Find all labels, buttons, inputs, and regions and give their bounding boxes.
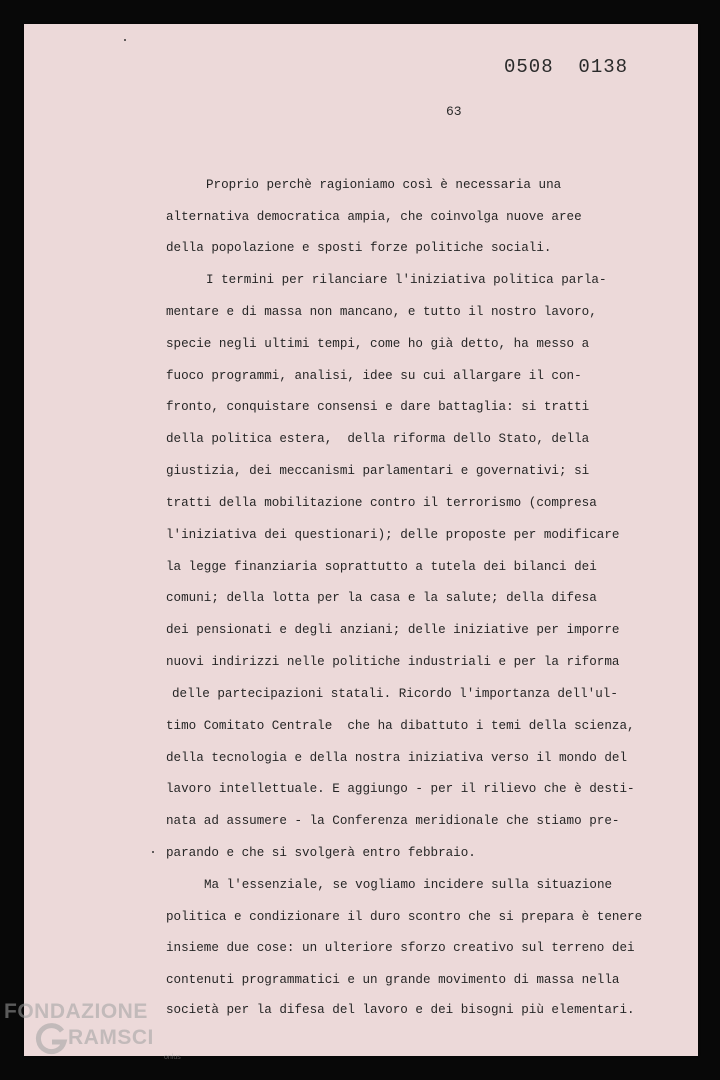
watermark-g-logo-icon: [34, 1022, 68, 1056]
text-line: della tecnologia e della nostra iniziativa verso il mondo del: [166, 751, 628, 765]
text-line: la legge finanziaria soprattutto a tutela dei bilanci dei: [166, 560, 597, 574]
watermark-small: onlus: [164, 1054, 181, 1061]
text-line: giustizia, dei meccanismi parlamentari e governativi; si: [166, 464, 590, 478]
text-line: dei pensionati e degli anziani; delle iniziative per imporre: [166, 623, 620, 637]
text-line: della popolazione e sposti forze politiche sociali.: [166, 241, 552, 255]
text-line: tratti della mobilitazione contro il terrorismo (compresa: [166, 496, 597, 510]
text-line: delle partecipazioni statali. Ricordo l'importanza dell'ul-: [172, 687, 618, 701]
text-line: insieme due cose: un ulteriore sforzo creativo sul terreno dei: [166, 941, 635, 955]
page-number: 63: [446, 104, 462, 119]
watermark-line2: RAMSCI: [68, 1026, 154, 1049]
text-line: lavoro intellettuale. E aggiungo - per il rilievo che è desti-: [166, 782, 635, 796]
watermark-line1: FONDAZIONE: [4, 1000, 148, 1023]
text-line: politica e condizionare il duro scontro che si prepara è tenere: [166, 910, 643, 924]
text-line: I termini per rilanciare l'iniziativa politica parla-: [206, 273, 607, 287]
archive-number: 0508 0138: [504, 56, 629, 78]
text-line: specie negli ultimi tempi, come ho già detto, ha messo a: [166, 337, 590, 351]
ink-speck: [124, 39, 126, 41]
text-line: fuoco programmi, analisi, idee su cui allargare il con-: [166, 369, 582, 383]
text-line: fronto, conquistare consensi e dare battaglia: si tratti: [166, 400, 590, 414]
text-line: mentare e di massa non mancano, e tutto il nostro lavoro,: [166, 305, 597, 319]
text-line: della politica estera, della riforma dello Stato, della: [166, 432, 590, 446]
text-line: società per la difesa del lavoro e dei bisogni più elementari.: [166, 1003, 635, 1017]
text-line: timo Comitato Centrale che ha dibattuto i temi della scienza,: [166, 719, 635, 733]
text-line: Proprio perchè ragioniamo così è necessaria una: [206, 178, 562, 192]
text-line: parando e che si svolgerà entro febbraio.: [166, 846, 476, 860]
text-line: l'iniziativa dei questionari); delle proposte per modificare: [166, 528, 620, 542]
text-line: alternativa democratica ampia, che coinvolga nuove aree: [166, 210, 582, 224]
text-line: nata ad assumere - la Conferenza meridionale che stiamo pre-: [166, 814, 620, 828]
text-line: Ma l'essenziale, se vogliamo incidere sulla situazione: [204, 878, 613, 892]
text-line: comuni; della lotta per la casa e la salute; della difesa: [166, 591, 597, 605]
ink-speck: [152, 851, 154, 853]
text-line: contenuti programmatici e un grande movimento di massa nella: [166, 973, 620, 987]
text-line: nuovi indirizzi nelle politiche industriali e per la riforma: [166, 655, 620, 669]
foundation-watermark: [4, 998, 214, 1078]
